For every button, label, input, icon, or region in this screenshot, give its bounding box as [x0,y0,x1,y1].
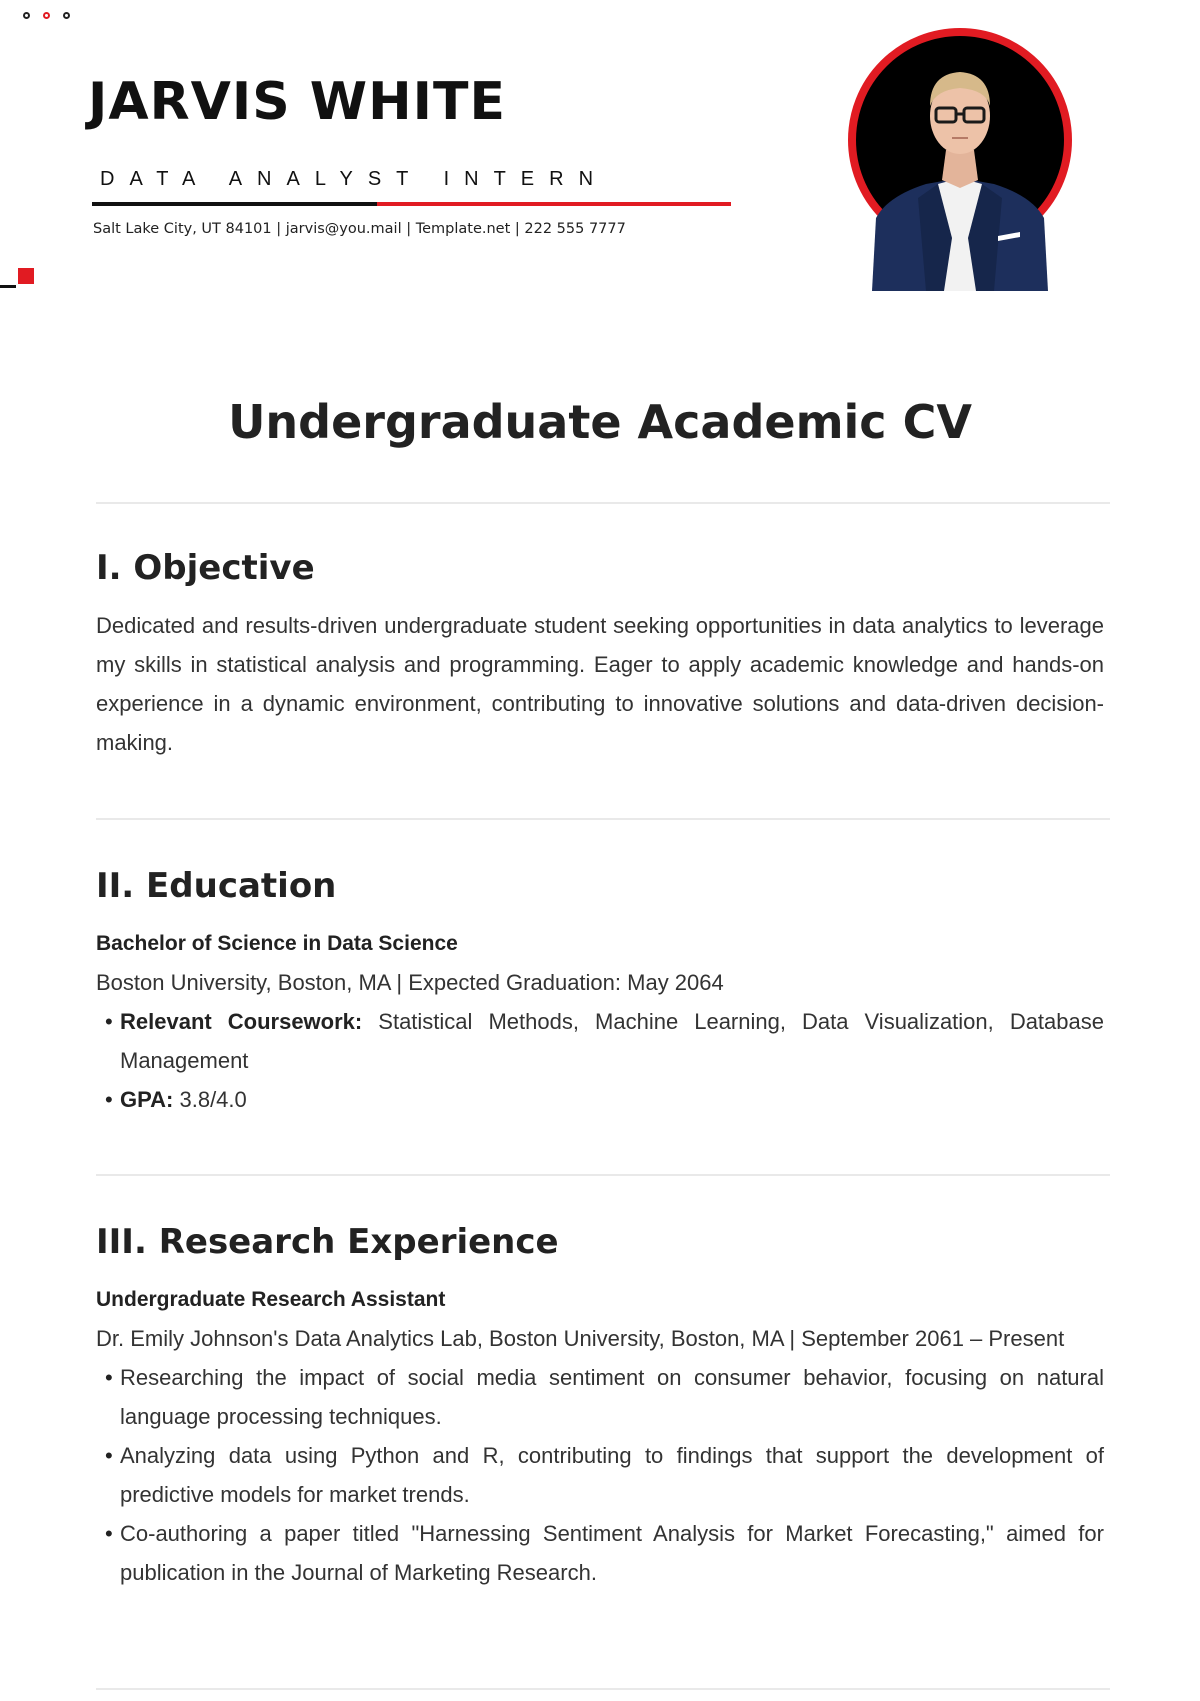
dot-icon [63,12,70,19]
lab-info: Dr. Emily Johnson's Data Analytics Lab, Boston University, Boston, MA | September 2061 – Present [96,1326,1065,1351]
list-item: • Co-authoring a paper titled "Harnessing Sentiment Analysis for Market Forecasting," aimed for publication in the Journal of Marketing Research. [96,1514,1104,1592]
section-divider [96,502,1110,504]
list-item: • Researching the impact of social media sentiment on consumer behavior, focusing on natural language processing techniques. [96,1358,1104,1436]
position-title: Undergraduate Research Assistant [96,1288,446,1311]
research-heading: III. Research Experience [96,1222,559,1262]
header-rule-red [377,202,731,206]
candidate-name: JARVIS WHITE [88,72,506,132]
candidate-role: DATA ANALYST INTERN [100,168,609,190]
decorative-square [18,268,34,284]
document-title: Undergraduate Academic CV [228,395,972,449]
item-text: 3.8/4.0 [173,1087,247,1112]
section-divider [96,1174,1110,1176]
item-text: Statistical Methods, Machine Learning, Data Visualization, Database Management [120,1009,1104,1073]
research-list [96,1358,1104,1592]
dot-icon [23,12,30,19]
degree-title: Bachelor of Science in Data Science [96,932,458,955]
institution-info: Boston University, Boston, MA | Expected Graduation: May 2064 [96,970,724,995]
list-item [96,1002,1104,1080]
section-divider [96,818,1110,820]
list-item: • Analyzing data using Python and R, contributing to findings that support the development of predictive models for market trends. [96,1436,1104,1514]
list-item [96,1080,1104,1119]
education-list [96,1002,1104,1119]
objective-section [96,548,1104,762]
person-portrait-icon [848,28,1072,291]
contact-info: Salt Lake City, UT 84101 | jarvis@you.mail | Template.net | 222 555 7777 [93,221,626,237]
objective-heading: I. Objective [96,548,315,588]
window-dots [23,12,70,19]
education-section [96,866,1104,1119]
item-label: GPA: [120,1087,174,1112]
item-label: Relevant Coursework: [120,1009,363,1034]
objective-text: Dedicated and results-driven undergraduate student seeking opportunities in data analytics to leverage my skills in statistical analysis and programming. Eager to apply academic knowledge and hands-on experience in a dynamic environment, contributing to innovative solutions and data-driven decision-making. [96,613,1104,755]
decorative-line [0,285,16,288]
research-section [96,1222,1104,1592]
profile-photo [848,28,1072,291]
education-heading: II. Education [96,866,337,906]
section-divider [96,1688,1110,1690]
header-rule-black [92,202,377,206]
dot-icon [43,12,50,19]
